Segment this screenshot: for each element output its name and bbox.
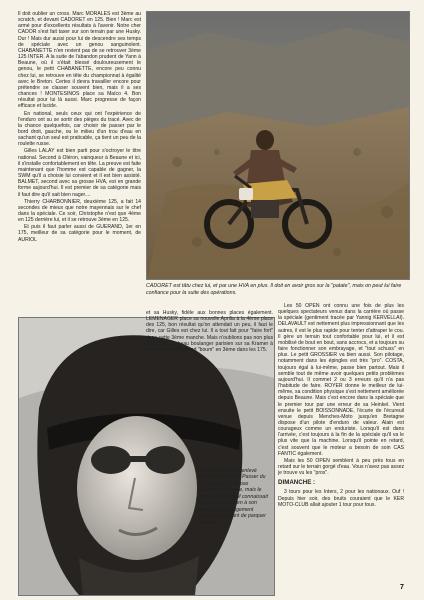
paragraph: Les 50 OPEN ont connu une fois de plus les quelques spectateurs venus dans la carrière où passe la spéciale (gentiment tracée par Yannig KERVELLAI). DELAVAULT est nettement plus impressionnant que les autres, il est le plus rapide pour tenter d'attraper le cou. Il gère un terrain tout confortable pour lui, et il est mobilisé de bout en bout, sans accrocs, et a toujours su faire fonctionner son embrayage, et "tout schuss" en plus. Le petit GROSSIER va bien aussi. Son pilotage, notamment dans les épingles est très "pro". COSTA, toujours égal à lui-même, passe bien partout. Mais il semble tout de même avoir quelques petits problèmes aujourd'hui. Il commet 2 ou 3 erreurs qu'il n'a pas l'habitude de faire. ROYER donne le meilleur de lui-même, sa condition physique s'est nettement améliorée depuis Beaune. Mais c'est encore dans la spéciale que le premier tour par une erreur de sa Heinkel. Vient ensuite le petit BOISSONNADE, l'écurie de l'écureuil venue depuis Menches-Moto jusqu'en Bretagne dispose d'un pilote d'enduro de valeur. Alain est courageux comme un enduriste. Lorsqu'il est dans l'arrivée, c'est toujours à la fin de la spéciale qu'il va le plus vite que la machine. Lorsqu'il pointe en retard, c'est souvent que le moteur a besoin de soin CAS FANTIC également.	[278, 303, 404, 457]
paragraph: Gilles LALAY est bien parti pour s'octroyer le titre national. Second à Oléron, vainqueur à Beaune et ici, il s'installe confortablement en tête. La preuve est faite maintenant que l'homme est capable de gagner, la SWM qu'il a choisie lui convient et il est bien assisté. BALMET, second avec sa grosse HVA, est en grande forme aujourd'hui. Il est premier de sa catégorie mais il faut dire qu'il sait bien nager....	[18, 148, 141, 198]
page-number: 7	[400, 584, 404, 591]
text-column-middle	[146, 310, 273, 462]
text-column-right	[278, 303, 404, 586]
photo-caption-top: CADORET est tâtu chez lui, et par une HVA en plus. Il doit en avoir gros sur la "patate", mais on peut lui faire confiance pour la suite des opérations.	[146, 283, 402, 296]
paragraph: Et puis il faut parler aussi de GUERAND, 1er en 175, meilleur de sa catégorie pour le moment, de AURIOL	[18, 224, 141, 243]
motocross-photo	[146, 11, 410, 280]
paragraph: Mais les 50 OPEN semblent à peu près tous en retard sur le terrain gorgé d'eau. Vous n'avez pas assez je trouve vu les "pros".	[278, 457, 404, 477]
paragraph: et sa Husky, fidèle aux bonnes places également. LEMENAGER place sa nouvelle Aprilia à la 4ème place des 125, bon résultat qu'on attendait un peu, il faut le dire, car Gilles est chez lui. Il a tout fait pour "faire fort" dans cette 3ème manche. Mais n'oublions pas non plus SAFFRAY, le beau boulanger parisien sur sa Kramer à réaction, qui fait grand "boum" en 3ème dans les 175.	[146, 310, 273, 353]
photo-caption-rider: Eric GROSSIER a enlevé gagné sa manche. Passer du 125 au 50cc n'est pas spécialement facile, mais le petit cylindrée qu'il connaissait déjà convenait bien à son gabarit. Un changement d'envergure avant de parquer sa moto.	[198, 468, 268, 526]
paragraph: En national, seuls ceux qui ont l'expérience de l'enduro ont su se sortir des pièges du tracé. Avec de la chance quelquefois, car choisir de passer par le bord droit, gauche, ou le milieu d'un trou d'eau en sachant qu'un seul est praticable, ça tient un peu de la roulette russe.	[18, 110, 141, 148]
text-column-left	[18, 11, 141, 315]
paragraph: Il doit oublier un cross. Marc MORALES est 3ème au scratch, et devant CADORET en 125. Bien ! Marc est armé pour d'excellents résultats à l'avenir. Notre cher CADOR s'est fait taxer sur son terrain par une Husky. Dur ! Mais dur aussi pour lui de descendre ses temps de spéciale avec un genou sanguinolent. CHABANETTE n'en revient pas de se retrouver 3ème 125 INTER. A la suite de l'abandon prudent de Yann à Beaune, où il s'était blessé douloureusement le genou, le petit CHABANETTE, encore peu connu chez lui, se retrouve en tête du championnat à égalité avec le Breton. Certes il devra travailler encore pour prétendre se classer souvent bien, mais il a ses chances ! MONTESINOS place sa Maïco 4. Bon résultat pour lui là aussi. Marc progresse de façon efficace et lucide.	[18, 11, 141, 110]
motocross-photo-image	[147, 12, 409, 279]
paragraph: Thierry CHARBONNIER, deuxième 125, a fait 14 secondes de mieux que notre mayennais sur le chef dans la spéciale. Ce soir, Christophe n'est que 4ème en 125 derrière lui, et il se retrouve 3ème en 125.	[18, 198, 141, 224]
section-heading-dimanche: DIMANCHE :	[278, 479, 316, 487]
paragraph: 3 tours pour les Inters, 2 pour les nationaux. Ouf ! Depuis hier soir, des bruits couraient que le KER MOTO-CLUB allait ajouter 1 tour pour tous.	[278, 489, 404, 508]
